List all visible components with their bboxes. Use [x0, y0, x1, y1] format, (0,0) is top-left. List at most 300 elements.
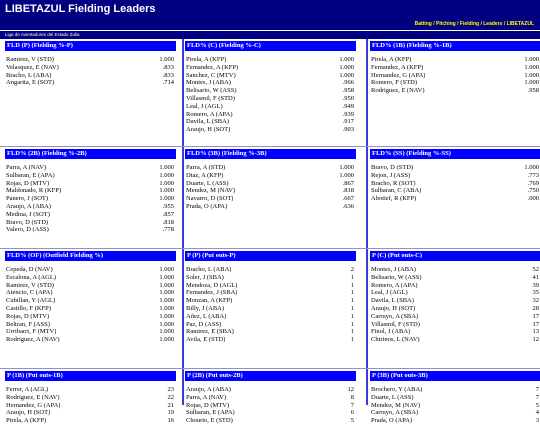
- stat-value: 52: [532, 266, 539, 273]
- leader-table: [370, 41, 540, 95]
- stat-value: 5: [535, 401, 539, 409]
- leader-row: [185, 297, 356, 305]
- nav-separator: /: [457, 21, 459, 27]
- leader-row: [5, 164, 176, 172]
- player-name: Bravo, D (STD): [6, 218, 49, 226]
- stat-value: 1.000: [524, 71, 539, 79]
- player-name: Duarte, L (ASS): [371, 393, 414, 401]
- leader-table-title: P (3B) (Put outs-3B): [370, 371, 540, 381]
- player-name: Leal, J (AGL): [371, 289, 408, 297]
- player-name: Carruyo, A (SBA): [371, 409, 419, 417]
- leader-row: [185, 305, 356, 313]
- leader-rows: [370, 266, 540, 344]
- player-name: Chirinos, L (NAV): [371, 336, 420, 344]
- leader-row: [5, 195, 176, 203]
- player-name: Cubillan, Y (AGL): [6, 297, 56, 305]
- player-name: Rodriguez, E (NAV): [6, 393, 60, 401]
- stat-value: 2: [350, 266, 354, 273]
- leader-rows: [185, 164, 356, 211]
- stat-value: .818: [342, 187, 354, 195]
- leader-row: [5, 402, 176, 410]
- player-name: Davila, L (SBA): [371, 297, 414, 305]
- stat-value: .714: [162, 79, 174, 87]
- leader-table-title: FLD% (SS) (Fielding %-SS): [370, 149, 540, 159]
- stat-value: 1.000: [159, 266, 174, 273]
- stat-value: 19: [167, 409, 174, 417]
- stat-value: 1.000: [159, 195, 174, 203]
- player-name: Sulbaran, E (APA): [186, 409, 235, 417]
- leader-row: [370, 328, 540, 336]
- player-name: Rejon, J (ASS): [371, 171, 411, 179]
- player-name: Añez, L (ABA): [186, 312, 227, 320]
- player-name: Carruyo, A (SBA): [371, 312, 419, 320]
- stat-value: 1.000: [524, 79, 539, 87]
- player-name: Hernandez, G (APA): [6, 401, 61, 409]
- stat-value: 1.000: [159, 328, 174, 336]
- stat-value: 7: [350, 401, 354, 409]
- stat-value: 1.000: [339, 56, 354, 63]
- player-name: Valero, D (ASS): [6, 226, 49, 234]
- player-name: Araujo, H (SOT): [6, 409, 51, 417]
- player-name: Romero, A (APA): [371, 281, 418, 289]
- stat-value: 1.000: [159, 281, 174, 289]
- leader-table: [185, 149, 356, 211]
- player-name: Chourio, E (STD): [186, 417, 233, 425]
- stat-value: .867: [342, 179, 354, 187]
- leader-rows: [370, 56, 540, 95]
- row-divider: [0, 248, 540, 249]
- stat-value: 12: [347, 386, 354, 393]
- leader-row: [370, 321, 540, 329]
- stat-value: 1: [350, 289, 354, 297]
- stat-value: 1.000: [524, 164, 539, 171]
- player-name: Finol, J (ABA): [371, 328, 411, 336]
- player-name: Parra, A (STD): [186, 164, 226, 171]
- leader-row: [185, 266, 356, 274]
- nav-link-pitching[interactable]: Pitching: [435, 21, 456, 27]
- stat-value: .636: [342, 202, 354, 210]
- leader-row: [370, 164, 540, 172]
- leader-row: [185, 79, 356, 87]
- leader-row: [185, 56, 356, 64]
- leader-row: [5, 226, 176, 234]
- leader-row: [370, 79, 540, 87]
- leader-row: [370, 64, 540, 72]
- leader-table-title: P (2B) (Put outs-2B): [185, 371, 356, 381]
- stat-value: 8: [350, 393, 354, 401]
- player-name: Fernandez, A (KFP): [186, 63, 239, 71]
- stat-value: 5: [350, 417, 354, 425]
- stat-value: 1: [350, 336, 354, 344]
- leader-row: [185, 87, 356, 95]
- leader-row: [185, 195, 356, 203]
- leader-table: [370, 149, 540, 203]
- stat-value: 7: [535, 386, 539, 393]
- leader-row: [370, 195, 540, 203]
- player-name: Ramirez, V (STD): [6, 281, 54, 289]
- leader-row: [370, 402, 540, 410]
- player-name: Paz, D (ASS): [186, 320, 222, 328]
- leader-row: [185, 386, 356, 394]
- nav-link-leaders[interactable]: Leaders: [483, 21, 503, 27]
- stat-value: .833: [162, 63, 174, 71]
- nav-separator: /: [503, 21, 506, 27]
- nav-link-libetazul[interactable]: LIBETAZUL: [506, 21, 534, 27]
- stat-value: 21: [167, 401, 174, 409]
- leader-table: [5, 371, 176, 425]
- leader-table-title: P (C) (Put outs-C): [370, 251, 540, 261]
- player-name: Navarro, D (SOT): [186, 195, 234, 203]
- page-header: [0, 0, 540, 30]
- player-name: Maldonado, R (KFP): [6, 187, 62, 195]
- leader-row: [370, 266, 540, 274]
- stat-value: 22: [167, 393, 174, 401]
- leader-row: [370, 305, 540, 313]
- player-name: Rodriguez, A (NAV): [6, 336, 60, 344]
- leader-row: [185, 394, 356, 402]
- leader-row: [185, 111, 356, 119]
- leader-row: [5, 72, 176, 80]
- player-name: Montes, J (ABA): [186, 79, 231, 87]
- leader-row: [185, 95, 356, 103]
- player-name: Sanchez, C (MTV): [186, 71, 236, 79]
- stat-value: 3: [535, 417, 539, 425]
- leader-table-title: FLD% (C) (Fielding %-C): [185, 41, 356, 51]
- leader-row: [5, 219, 176, 227]
- league-subtitle-bar: [0, 30, 540, 39]
- leader-row: [5, 409, 176, 417]
- stat-value: 6: [350, 409, 354, 417]
- nav-separator: /: [480, 21, 482, 27]
- leader-row: [185, 103, 356, 111]
- stat-value: 1: [350, 304, 354, 312]
- player-name: Parra, A (NAV): [186, 393, 227, 401]
- player-name: Beltran, F (ASS): [6, 320, 50, 328]
- player-name: Araujo, A (ABA): [6, 202, 51, 210]
- stat-value: 7: [535, 393, 539, 401]
- leader-row: [185, 64, 356, 72]
- leader-row: [185, 313, 356, 321]
- player-name: Medina, J (SOT): [6, 210, 50, 218]
- leader-row: [5, 64, 176, 72]
- player-name: Villasmil, F (STD): [371, 320, 420, 328]
- leader-rows: [5, 56, 176, 87]
- player-name: Pirela, A (KFP): [6, 417, 47, 425]
- leader-rows: [5, 386, 176, 425]
- stat-value: .833: [162, 71, 174, 79]
- leader-table-title: P (P) (Put outs-P): [185, 251, 356, 261]
- leader-table-title: FLD (P) (Fielding %-P): [5, 41, 176, 51]
- stat-value: 1.000: [159, 164, 174, 171]
- leader-row: [5, 79, 176, 87]
- league-subtitle: Liga de Aventadores del Estado Zulia: [5, 32, 80, 37]
- stat-value: 1.000: [159, 289, 174, 297]
- leader-table: [185, 371, 356, 425]
- stat-value: 1.000: [159, 312, 174, 320]
- player-name: Mendez, M (NAV): [371, 401, 421, 409]
- stat-value: .750: [527, 187, 539, 195]
- leader-table: [5, 41, 176, 87]
- leader-row: [370, 172, 540, 180]
- leader-row: [5, 187, 176, 195]
- player-name: Leal, J (AGL): [186, 102, 223, 110]
- player-name: Romero, A (APA): [186, 110, 233, 118]
- leader-row: [185, 282, 356, 290]
- stat-value: 1.000: [159, 304, 174, 312]
- column-divider: [182, 39, 184, 405]
- stat-value: 1.000: [339, 71, 354, 79]
- player-name: Sulbaran, C (ABA): [371, 187, 422, 195]
- stat-value: .778: [162, 226, 174, 234]
- leader-row: [5, 297, 176, 305]
- stat-value: .917: [342, 118, 354, 126]
- player-name: Monzan, A (KFP): [186, 297, 233, 305]
- stat-value: 1: [350, 281, 354, 289]
- stat-value: .939: [342, 110, 354, 118]
- stat-value: 1.000: [524, 56, 539, 63]
- stat-value: 1.000: [524, 63, 539, 71]
- player-name: Ramirez, E (SBA): [186, 328, 234, 336]
- stat-value: 1: [350, 312, 354, 320]
- leader-row: [370, 180, 540, 188]
- top-nav: [415, 21, 534, 27]
- leader-row: [5, 211, 176, 219]
- stat-value: .857: [162, 210, 174, 218]
- leader-table-title: P (1B) (Put outs-1B): [5, 371, 176, 381]
- leader-table: [5, 251, 176, 344]
- leader-row: [185, 289, 356, 297]
- stat-value: 1.000: [159, 187, 174, 195]
- player-name: Belisario, W (ASS): [186, 87, 237, 95]
- leader-row: [370, 336, 540, 344]
- leader-row: [370, 297, 540, 305]
- stat-value: .950: [342, 94, 354, 102]
- leader-row: [185, 321, 356, 329]
- leader-row: [5, 321, 176, 329]
- leader-table: [370, 251, 540, 344]
- player-name: Brochero, Y (ABA): [371, 386, 423, 393]
- stat-value: 1.000: [159, 171, 174, 179]
- leader-row: [5, 336, 176, 344]
- stat-value: 1.000: [339, 63, 354, 71]
- leader-row: [370, 386, 540, 394]
- stat-value: .966: [342, 79, 354, 87]
- stat-value: 23: [167, 386, 174, 393]
- leader-row: [370, 289, 540, 297]
- stat-value: 1.000: [159, 179, 174, 187]
- leader-row: [185, 126, 356, 134]
- stat-value: 1: [350, 328, 354, 336]
- leader-row: [5, 328, 176, 336]
- leader-row: [185, 274, 356, 282]
- stat-value: 17: [532, 312, 539, 320]
- stat-value: 1: [350, 320, 354, 328]
- nav-link-batting[interactable]: Batting: [414, 21, 432, 27]
- player-name: Araujo, A (ABA): [186, 386, 231, 393]
- nav-link-fielding[interactable]: Fielding: [459, 21, 480, 27]
- leader-row: [5, 289, 176, 297]
- row-divider: [0, 368, 540, 369]
- player-name: Davila, L (SBA): [186, 118, 229, 126]
- leader-row: [185, 328, 356, 336]
- stat-value: 1.000: [159, 273, 174, 281]
- player-name: Urribarri, F (MTV): [6, 328, 57, 336]
- leader-row: [185, 172, 356, 180]
- player-name: Bravo, D (STD): [371, 164, 414, 171]
- player-name: Fernandez, J (SBA): [186, 289, 238, 297]
- player-name: Sulbaran, E (APA): [6, 171, 55, 179]
- stat-value: .955: [162, 202, 174, 210]
- leader-row: [5, 266, 176, 274]
- player-name: Duarte, L (ASS): [186, 179, 229, 187]
- player-name: Cepeda, D (NAV): [6, 266, 53, 273]
- stat-value: .000: [527, 195, 539, 203]
- leader-row: [185, 187, 356, 195]
- player-name: Atencio, C (APA): [6, 289, 53, 297]
- stat-value: 41: [532, 273, 539, 281]
- player-name: Mendez, M (NAV): [186, 187, 236, 195]
- leader-row: [370, 417, 540, 425]
- player-name: Pirela, A (KFP): [186, 56, 227, 63]
- stat-value: .818: [162, 218, 174, 226]
- player-name: Parra, A (NAV): [6, 164, 47, 171]
- leader-row: [5, 305, 176, 313]
- column-divider: [366, 39, 368, 405]
- leader-row: [370, 313, 540, 321]
- leader-row: [370, 274, 540, 282]
- player-name: Rojas, D (MTV): [186, 401, 230, 409]
- stat-value: 4: [535, 409, 539, 417]
- player-name: Bracho, L (ABA): [6, 71, 52, 79]
- leader-table-title: FLD% (2B) (Fielding %-2B): [5, 149, 176, 159]
- leader-row: [185, 203, 356, 211]
- player-name: Montes, J (ABA): [371, 266, 416, 273]
- stat-value: 1: [350, 273, 354, 281]
- leader-row: [5, 282, 176, 290]
- stat-value: .958: [342, 87, 354, 95]
- stat-value: 1.000: [159, 320, 174, 328]
- leader-rows: [185, 56, 356, 134]
- player-name: Escalona, A (AGL): [6, 273, 57, 281]
- player-name: Bracho, R (SOT): [371, 179, 416, 187]
- player-name: Ferrer, A (AGL): [6, 386, 49, 393]
- leader-table-title: FLD% (3B) (Fielding %-3B): [185, 149, 356, 159]
- stat-value: 1.000: [159, 336, 174, 344]
- leader-table: [370, 371, 540, 425]
- row-divider: [0, 146, 540, 147]
- leader-row: [370, 282, 540, 290]
- stat-value: .773: [527, 171, 539, 179]
- player-name: Angarita, E (SOT): [6, 79, 55, 87]
- player-name: Belisario, W (ASS): [371, 273, 422, 281]
- player-name: Rodriguez, E (NAV): [371, 87, 425, 95]
- leader-row: [185, 118, 356, 126]
- stat-value: .769: [527, 179, 539, 187]
- leader-rows: [5, 266, 176, 344]
- player-name: Pirela, A (KFP): [371, 56, 412, 63]
- stat-value: 1.000: [339, 164, 354, 171]
- leader-row: [185, 72, 356, 80]
- stat-value: .667: [342, 195, 354, 203]
- player-name: Soler, J (SBA): [186, 273, 224, 281]
- leader-row: [185, 417, 356, 425]
- leader-rows: [185, 386, 356, 425]
- player-name: Prada, O (APA): [186, 202, 228, 210]
- page-title: LIBETAZUL Fielding Leaders: [5, 3, 156, 15]
- player-name: Fernandez, A (KFP): [371, 63, 424, 71]
- stat-value: 16: [167, 417, 174, 425]
- leader-table: [5, 149, 176, 234]
- player-name: Castillo, F (KFP): [6, 304, 51, 312]
- stat-value: 28: [532, 304, 539, 312]
- player-name: Velasquez, E (NAV): [6, 63, 59, 71]
- player-name: Ramirez, V (STD): [6, 56, 54, 63]
- player-name: Rojas, D (MTV): [6, 312, 50, 320]
- player-name: Bracho, L (ABA): [186, 266, 232, 273]
- stat-value: 1: [350, 297, 354, 305]
- stat-value: 12: [532, 336, 539, 344]
- player-name: Araujo, H (SOT): [371, 304, 416, 312]
- leader-row: [185, 336, 356, 344]
- leader-rows: [5, 164, 176, 234]
- leader-row: [5, 180, 176, 188]
- stat-value: 32: [532, 297, 539, 305]
- leader-row: [5, 172, 176, 180]
- leader-row: [370, 56, 540, 64]
- player-name: Diaz, A (KFP): [186, 171, 224, 179]
- leader-row: [185, 164, 356, 172]
- player-name: Mendoza, D (AGL): [186, 281, 238, 289]
- leader-row: [5, 417, 176, 425]
- leader-row: [5, 274, 176, 282]
- stat-value: .903: [342, 126, 354, 134]
- leader-row: [185, 402, 356, 410]
- leader-table-title: FLD% (OF) (Outfield Fielding %): [5, 251, 176, 261]
- stat-value: 1.000: [339, 171, 354, 179]
- player-name: Prada, O (APA): [371, 417, 413, 425]
- player-name: Avila, E (STD): [186, 336, 226, 344]
- leader-row: [370, 87, 540, 95]
- nav-separator: /: [433, 21, 435, 27]
- stat-value: 1.000: [159, 56, 174, 63]
- player-name: Panero, J (SOT): [6, 195, 49, 203]
- leader-rows: [370, 164, 540, 203]
- leader-row: [370, 187, 540, 195]
- player-name: Romero, F (STD): [371, 79, 418, 87]
- leader-table: [185, 41, 356, 134]
- player-name: Araujo, H (SOT): [186, 126, 231, 134]
- leader-row: [5, 56, 176, 64]
- leader-table-title: FLD% (1B) (Fielding %-1B): [370, 41, 540, 51]
- stat-value: .958: [527, 87, 539, 95]
- stat-value: 13: [532, 328, 539, 336]
- stat-value: 17: [532, 320, 539, 328]
- leader-row: [185, 409, 356, 417]
- stat-value: 35: [532, 289, 539, 297]
- player-name: Abotief, R (KFP): [371, 195, 417, 203]
- leader-rows: [185, 266, 356, 344]
- leader-row: [370, 409, 540, 417]
- leader-row: [5, 386, 176, 394]
- leader-row: [185, 180, 356, 188]
- leader-row: [5, 313, 176, 321]
- leader-row: [370, 72, 540, 80]
- stat-value: 1.000: [159, 297, 174, 305]
- player-name: Hernandez, G (APA): [371, 71, 426, 79]
- leader-row: [5, 394, 176, 402]
- leader-row: [370, 394, 540, 402]
- player-name: Billy, J (ABA): [186, 304, 225, 312]
